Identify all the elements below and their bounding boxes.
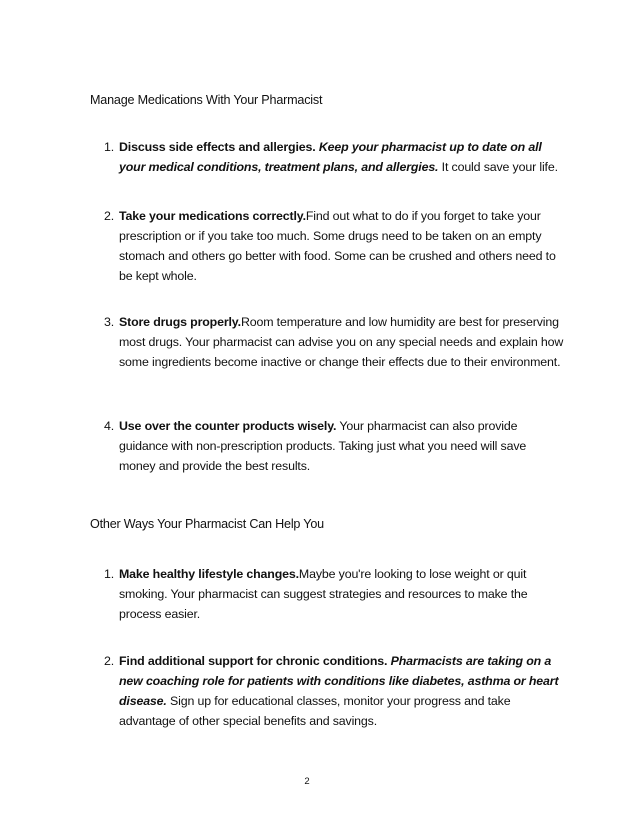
list-item (104, 137, 564, 177)
list-item-text: Maybe you're looking to lose weight or quit smoking. Your pharmacist can suggest strategies and resources to make the process easier. (119, 567, 528, 621)
list-item-text: Room temperature and low humidity are best for preserving most drugs. Your pharmacist can advise you on any special needs and explain how some ingredients become inactive or change their effects due to their environment. (119, 315, 564, 369)
list-item-text: Sign up for educational classes, monitor your progress and take advantage of other special benefits and savings. (119, 694, 511, 728)
list-item (104, 564, 564, 624)
list-item-body (119, 312, 564, 372)
list-item-emphasis: Pharmacists are taking on a new coaching role for patients with conditions like diabetes, asthma or heart disease. (119, 654, 559, 708)
list-item-body (119, 137, 564, 177)
list-item (104, 651, 564, 731)
list-number: 1. (104, 567, 115, 581)
list-item-emphasis: Keep your pharmacist up to date on all your medical conditions, treatment plans, and allergies. (119, 140, 542, 174)
list-item-lead: Find additional support for chronic conditions. (119, 654, 388, 668)
list-number: 2. (104, 654, 115, 668)
list-item-text: Your pharmacist can also provide guidance with non-prescription products. Taking just what you need will save money and provide the best results. (119, 419, 527, 473)
list-number: 3. (104, 315, 115, 329)
list-item-body (119, 416, 564, 476)
list-number: 2. (104, 209, 115, 223)
list-item (104, 416, 564, 476)
list-number: 4. (104, 419, 115, 433)
list-item-lead: Make healthy lifestyle changes. (119, 567, 299, 581)
list-number: 1. (104, 140, 115, 154)
list-item (104, 312, 564, 372)
list-item-text: It could save your life. (438, 160, 558, 174)
list-item-lead: Take your medications correctly. (119, 209, 306, 223)
section-heading-other-ways: Other Ways Your Pharmacist Can Help You (90, 517, 324, 531)
list-item-body (119, 651, 564, 731)
list-item (104, 206, 564, 286)
list-item-lead: Use over the counter products wisely. (119, 419, 337, 433)
list-item-body (119, 564, 564, 624)
list-item-lead: Discuss side effects and allergies. (119, 140, 316, 154)
page-number: 2 (304, 776, 310, 787)
list-item-lead: Store drugs properly. (119, 315, 241, 329)
section-heading-manage-medications: Manage Medications With Your Pharmacist (90, 93, 323, 107)
list-item-text: Find out what to do if you forget to take your prescription or if you take too much. Some drugs need to be taken on an empty stomach and others go better with food. Some can be crushed and others need to be kept whole. (119, 209, 556, 283)
list-item-body (119, 206, 564, 286)
